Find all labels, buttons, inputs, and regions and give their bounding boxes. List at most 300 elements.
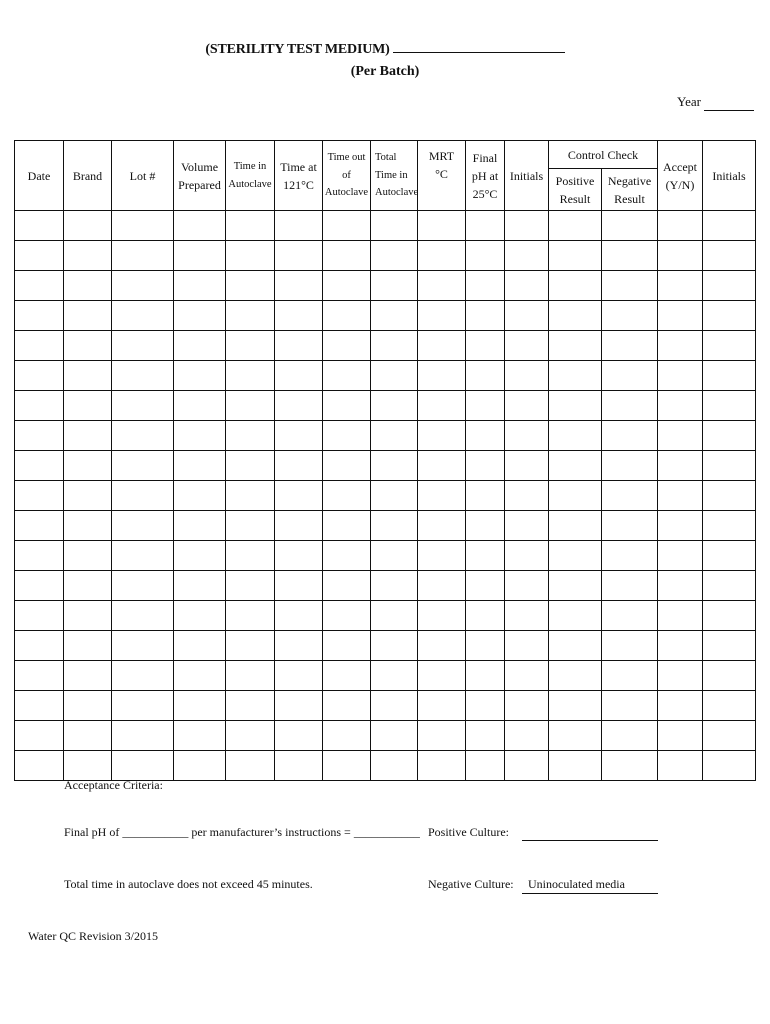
table-cell[interactable] [418, 541, 466, 571]
table-row [15, 241, 756, 271]
table-cell[interactable] [112, 751, 174, 781]
table-cell[interactable] [466, 481, 505, 511]
table-cell[interactable] [418, 511, 466, 541]
table-cell[interactable] [505, 301, 549, 331]
table-cell[interactable] [602, 301, 658, 331]
table-cell[interactable] [466, 631, 505, 661]
table-cell[interactable] [64, 541, 112, 571]
table-cell[interactable] [549, 601, 602, 631]
table-cell[interactable] [112, 451, 174, 481]
table-cell[interactable] [64, 391, 112, 421]
table-cell[interactable] [371, 751, 418, 781]
table-cell[interactable] [323, 361, 371, 391]
table-cell[interactable] [549, 421, 602, 451]
header-accept: Accept (Y/N) [658, 141, 703, 211]
table-cell[interactable] [549, 751, 602, 781]
table-cell[interactable] [64, 301, 112, 331]
table-cell[interactable] [658, 691, 703, 721]
table-cell[interactable] [549, 481, 602, 511]
table-cell[interactable] [466, 421, 505, 451]
table-cell[interactable] [418, 661, 466, 691]
table-cell[interactable] [275, 241, 323, 271]
table-cell[interactable] [466, 751, 505, 781]
table-cell[interactable] [418, 571, 466, 601]
table-cell[interactable] [549, 301, 602, 331]
table-cell[interactable] [505, 691, 549, 721]
table-cell[interactable] [505, 601, 549, 631]
table-cell[interactable] [371, 271, 418, 301]
table-cell[interactable] [64, 511, 112, 541]
table-cell[interactable] [703, 631, 756, 661]
table-cell[interactable] [275, 691, 323, 721]
table-cell[interactable] [174, 331, 226, 361]
table-cell[interactable] [549, 661, 602, 691]
table-cell[interactable] [15, 571, 64, 601]
table-cell[interactable] [64, 631, 112, 661]
table-cell[interactable] [703, 571, 756, 601]
table-cell[interactable] [703, 511, 756, 541]
table-cell[interactable] [226, 511, 275, 541]
table-cell[interactable] [466, 391, 505, 421]
table-cell[interactable] [418, 631, 466, 661]
table-cell[interactable] [549, 271, 602, 301]
table-cell[interactable] [602, 271, 658, 301]
table-cell[interactable] [64, 211, 112, 241]
table-cell[interactable] [602, 451, 658, 481]
table-cell[interactable] [466, 361, 505, 391]
table-cell[interactable] [174, 271, 226, 301]
table-cell[interactable] [15, 751, 64, 781]
table-cell[interactable] [174, 721, 226, 751]
table-cell[interactable] [466, 331, 505, 361]
table-cell[interactable] [466, 511, 505, 541]
table-cell[interactable] [505, 271, 549, 301]
table-cell[interactable] [275, 541, 323, 571]
table-cell[interactable] [371, 511, 418, 541]
table-cell[interactable] [418, 391, 466, 421]
table-cell[interactable] [275, 391, 323, 421]
table-cell[interactable] [174, 391, 226, 421]
table-cell[interactable] [64, 661, 112, 691]
table-cell[interactable] [658, 271, 703, 301]
table-cell[interactable] [174, 751, 226, 781]
table-cell[interactable] [15, 211, 64, 241]
table-cell[interactable] [174, 451, 226, 481]
table-cell[interactable] [549, 511, 602, 541]
table-cell[interactable] [112, 601, 174, 631]
table-cell[interactable] [371, 331, 418, 361]
table-cell[interactable] [371, 421, 418, 451]
table-cell[interactable] [15, 361, 64, 391]
table-cell[interactable] [112, 361, 174, 391]
table-cell[interactable] [275, 301, 323, 331]
table-cell[interactable] [174, 361, 226, 391]
positive-culture-blank[interactable] [522, 840, 658, 841]
table-cell[interactable] [658, 571, 703, 601]
table-cell[interactable] [112, 481, 174, 511]
table-cell[interactable] [275, 631, 323, 661]
table-cell[interactable] [658, 601, 703, 631]
table-cell[interactable] [549, 211, 602, 241]
table-cell[interactable] [15, 541, 64, 571]
table-cell[interactable] [174, 241, 226, 271]
table-cell[interactable] [658, 421, 703, 451]
table-cell[interactable] [549, 391, 602, 421]
table-cell[interactable] [466, 661, 505, 691]
table-cell[interactable] [602, 511, 658, 541]
table-cell[interactable] [658, 721, 703, 751]
table-cell[interactable] [602, 691, 658, 721]
header-negative-result: Negative Result [602, 169, 658, 211]
table-cell[interactable] [658, 751, 703, 781]
table-cell[interactable] [174, 571, 226, 601]
table-cell[interactable] [418, 271, 466, 301]
table-cell[interactable] [658, 631, 703, 661]
table-cell[interactable] [112, 511, 174, 541]
table-cell[interactable] [112, 391, 174, 421]
table-cell[interactable] [323, 481, 371, 511]
header-initials: Initials [505, 141, 549, 211]
table-cell[interactable] [174, 631, 226, 661]
table-cell[interactable] [323, 721, 371, 751]
table-cell[interactable] [505, 481, 549, 511]
table-cell[interactable] [658, 361, 703, 391]
table-cell[interactable] [275, 511, 323, 541]
table-cell[interactable] [418, 451, 466, 481]
table-cell[interactable] [226, 391, 275, 421]
table-cell[interactable] [658, 211, 703, 241]
table-cell[interactable] [658, 391, 703, 421]
table-cell[interactable] [15, 691, 64, 721]
table-cell[interactable] [703, 451, 756, 481]
table-cell[interactable] [466, 601, 505, 631]
table-cell[interactable] [64, 451, 112, 481]
table-cell[interactable] [323, 541, 371, 571]
table-row [15, 571, 756, 601]
table-cell[interactable] [323, 391, 371, 421]
table-cell[interactable] [505, 361, 549, 391]
table-cell[interactable] [226, 721, 275, 751]
table-cell[interactable] [64, 751, 112, 781]
table-cell[interactable] [602, 361, 658, 391]
table-cell[interactable] [371, 661, 418, 691]
table-cell[interactable] [466, 301, 505, 331]
table-cell[interactable] [226, 691, 275, 721]
table-cell[interactable] [15, 601, 64, 631]
table-cell[interactable] [602, 601, 658, 631]
table-cell[interactable] [275, 361, 323, 391]
table-cell[interactable] [275, 331, 323, 361]
table-cell[interactable] [112, 301, 174, 331]
table-cell[interactable] [703, 601, 756, 631]
table-cell[interactable] [703, 241, 756, 271]
table-cell[interactable] [466, 211, 505, 241]
table-cell[interactable] [323, 301, 371, 331]
table-cell[interactable] [174, 691, 226, 721]
table-row [15, 451, 756, 481]
table-cell[interactable] [602, 661, 658, 691]
table-cell[interactable] [371, 451, 418, 481]
table-cell[interactable] [658, 331, 703, 361]
table-cell[interactable] [703, 541, 756, 571]
year-blank[interactable] [704, 110, 754, 111]
table-cell[interactable] [226, 211, 275, 241]
table-cell[interactable] [15, 271, 64, 301]
table-cell[interactable] [226, 331, 275, 361]
table-cell[interactable] [602, 421, 658, 451]
table-cell[interactable] [371, 211, 418, 241]
table-cell[interactable] [371, 391, 418, 421]
table-cell[interactable] [703, 421, 756, 451]
table-cell[interactable] [549, 631, 602, 661]
table-cell[interactable] [505, 661, 549, 691]
table-cell[interactable] [174, 541, 226, 571]
table-cell[interactable] [64, 691, 112, 721]
header-volume-prepared: Volume Prepared [174, 141, 226, 211]
table-cell[interactable] [602, 541, 658, 571]
table-cell[interactable] [418, 331, 466, 361]
table-cell[interactable] [549, 541, 602, 571]
table-cell[interactable] [505, 541, 549, 571]
table-cell[interactable] [703, 271, 756, 301]
table-cell[interactable] [418, 721, 466, 751]
table-cell[interactable] [505, 211, 549, 241]
table-cell[interactable] [323, 631, 371, 661]
table-cell[interactable] [505, 331, 549, 361]
table-cell[interactable] [418, 481, 466, 511]
table-cell[interactable] [112, 241, 174, 271]
table-row [15, 601, 756, 631]
table-cell[interactable] [226, 661, 275, 691]
table-cell[interactable] [112, 271, 174, 301]
table-cell[interactable] [15, 331, 64, 361]
table-cell[interactable] [505, 631, 549, 661]
table-cell[interactable] [418, 361, 466, 391]
table-cell[interactable] [174, 301, 226, 331]
table-cell[interactable] [418, 421, 466, 451]
table-cell[interactable] [174, 601, 226, 631]
table-cell[interactable] [466, 271, 505, 301]
table-cell[interactable] [112, 211, 174, 241]
table-cell[interactable] [275, 481, 323, 511]
table-cell[interactable] [703, 751, 756, 781]
table-cell[interactable] [275, 721, 323, 751]
table-header-row [15, 141, 756, 169]
table-cell[interactable] [15, 241, 64, 271]
table-cell[interactable] [602, 331, 658, 361]
table-cell[interactable] [226, 271, 275, 301]
table-cell[interactable] [371, 721, 418, 751]
table-cell[interactable] [703, 331, 756, 361]
table-cell[interactable] [371, 241, 418, 271]
table-cell[interactable] [371, 541, 418, 571]
table-row [15, 301, 756, 331]
table-cell[interactable] [226, 481, 275, 511]
table-cell[interactable] [323, 331, 371, 361]
table-cell[interactable] [466, 721, 505, 751]
table-cell[interactable] [64, 241, 112, 271]
table-cell[interactable] [466, 241, 505, 271]
table-cell[interactable] [226, 541, 275, 571]
table-cell[interactable] [64, 271, 112, 301]
table-cell[interactable] [658, 481, 703, 511]
table-cell[interactable] [15, 721, 64, 751]
table-cell[interactable] [112, 631, 174, 661]
table-cell[interactable] [418, 211, 466, 241]
table-cell[interactable] [323, 571, 371, 601]
table-cell[interactable] [418, 241, 466, 271]
table-cell[interactable] [112, 571, 174, 601]
table-cell[interactable] [703, 691, 756, 721]
table-cell[interactable] [275, 601, 323, 631]
table-cell[interactable] [602, 721, 658, 751]
table-cell[interactable] [602, 631, 658, 661]
table-row [15, 361, 756, 391]
table-cell[interactable] [323, 271, 371, 301]
table-cell[interactable] [549, 691, 602, 721]
table-cell[interactable] [275, 271, 323, 301]
table-cell[interactable] [549, 451, 602, 481]
table-cell[interactable] [371, 361, 418, 391]
table-cell[interactable] [275, 751, 323, 781]
medium-name-blank[interactable] [393, 40, 565, 53]
table-cell[interactable] [174, 511, 226, 541]
table-cell[interactable] [112, 331, 174, 361]
table-cell[interactable] [371, 571, 418, 601]
table-cell[interactable] [112, 691, 174, 721]
table-cell[interactable] [15, 631, 64, 661]
table-cell[interactable] [466, 571, 505, 601]
table-cell[interactable] [323, 421, 371, 451]
table-cell[interactable] [112, 721, 174, 751]
table-cell[interactable] [226, 451, 275, 481]
table-cell[interactable] [226, 421, 275, 451]
table-cell[interactable] [505, 451, 549, 481]
table-cell[interactable] [323, 691, 371, 721]
table-cell[interactable] [549, 331, 602, 361]
table-cell[interactable] [505, 751, 549, 781]
table-cell[interactable] [466, 691, 505, 721]
table-cell[interactable] [703, 361, 756, 391]
table-cell[interactable] [15, 511, 64, 541]
table-cell[interactable] [371, 301, 418, 331]
table-cell[interactable] [602, 211, 658, 241]
table-cell[interactable] [64, 721, 112, 751]
table-cell[interactable] [602, 481, 658, 511]
table-cell[interactable] [658, 661, 703, 691]
table-cell[interactable] [466, 451, 505, 481]
table-cell[interactable] [549, 571, 602, 601]
table-cell[interactable] [226, 631, 275, 661]
table-cell[interactable] [505, 241, 549, 271]
table-cell[interactable] [226, 571, 275, 601]
table-cell[interactable] [658, 301, 703, 331]
table-cell[interactable] [703, 391, 756, 421]
table-cell[interactable] [418, 301, 466, 331]
table-cell[interactable] [703, 481, 756, 511]
table-cell[interactable] [226, 301, 275, 331]
table-cell[interactable] [658, 541, 703, 571]
table-cell[interactable] [15, 481, 64, 511]
table-cell[interactable] [323, 211, 371, 241]
table-cell[interactable] [658, 511, 703, 541]
table-cell[interactable] [371, 691, 418, 721]
table-cell[interactable] [174, 661, 226, 691]
table-cell[interactable] [418, 691, 466, 721]
table-cell[interactable] [323, 451, 371, 481]
table-cell[interactable] [226, 601, 275, 631]
table-cell[interactable] [275, 211, 323, 241]
table-cell[interactable] [112, 421, 174, 451]
table-cell[interactable] [602, 391, 658, 421]
table-cell[interactable] [64, 361, 112, 391]
table-cell[interactable] [505, 721, 549, 751]
table-cell[interactable] [466, 541, 505, 571]
table-cell[interactable] [174, 481, 226, 511]
table-cell[interactable] [505, 571, 549, 601]
table-cell[interactable] [602, 751, 658, 781]
table-cell[interactable] [112, 541, 174, 571]
table-cell[interactable] [112, 661, 174, 691]
table-cell[interactable] [703, 721, 756, 751]
table-cell[interactable] [64, 481, 112, 511]
table-cell[interactable] [275, 571, 323, 601]
table-cell[interactable] [703, 301, 756, 331]
table-cell[interactable] [174, 211, 226, 241]
table-cell[interactable] [602, 241, 658, 271]
table-cell[interactable] [549, 241, 602, 271]
table-cell[interactable] [15, 661, 64, 691]
table-cell[interactable] [418, 751, 466, 781]
table-cell[interactable] [15, 391, 64, 421]
table-cell[interactable] [15, 301, 64, 331]
table-cell[interactable] [64, 571, 112, 601]
table-cell[interactable] [275, 451, 323, 481]
table-cell[interactable] [323, 601, 371, 631]
table-cell[interactable] [418, 601, 466, 631]
table-cell[interactable] [549, 361, 602, 391]
table-cell[interactable] [371, 601, 418, 631]
table-cell[interactable] [658, 241, 703, 271]
table-cell[interactable] [226, 361, 275, 391]
table-cell[interactable] [15, 421, 64, 451]
table-cell[interactable] [505, 511, 549, 541]
table-cell[interactable] [174, 421, 226, 451]
table-cell[interactable] [371, 481, 418, 511]
table-cell[interactable] [64, 331, 112, 361]
form-subtitle: (Per Batch) [350, 64, 420, 79]
table-cell[interactable] [703, 211, 756, 241]
table-cell[interactable] [658, 451, 703, 481]
table-cell[interactable] [505, 391, 549, 421]
table-cell[interactable] [275, 421, 323, 451]
table-cell[interactable] [505, 421, 549, 451]
table-cell[interactable] [323, 751, 371, 781]
table-cell[interactable] [15, 451, 64, 481]
table-cell[interactable] [323, 241, 371, 271]
table-cell[interactable] [703, 661, 756, 691]
table-cell[interactable] [275, 661, 323, 691]
table-cell[interactable] [549, 721, 602, 751]
table-cell[interactable] [323, 661, 371, 691]
table-cell[interactable] [371, 631, 418, 661]
table-cell[interactable] [323, 511, 371, 541]
table-cell[interactable] [602, 571, 658, 601]
table-cell[interactable] [226, 241, 275, 271]
table-cell[interactable] [64, 601, 112, 631]
table-cell[interactable] [64, 421, 112, 451]
table-cell[interactable] [226, 751, 275, 781]
